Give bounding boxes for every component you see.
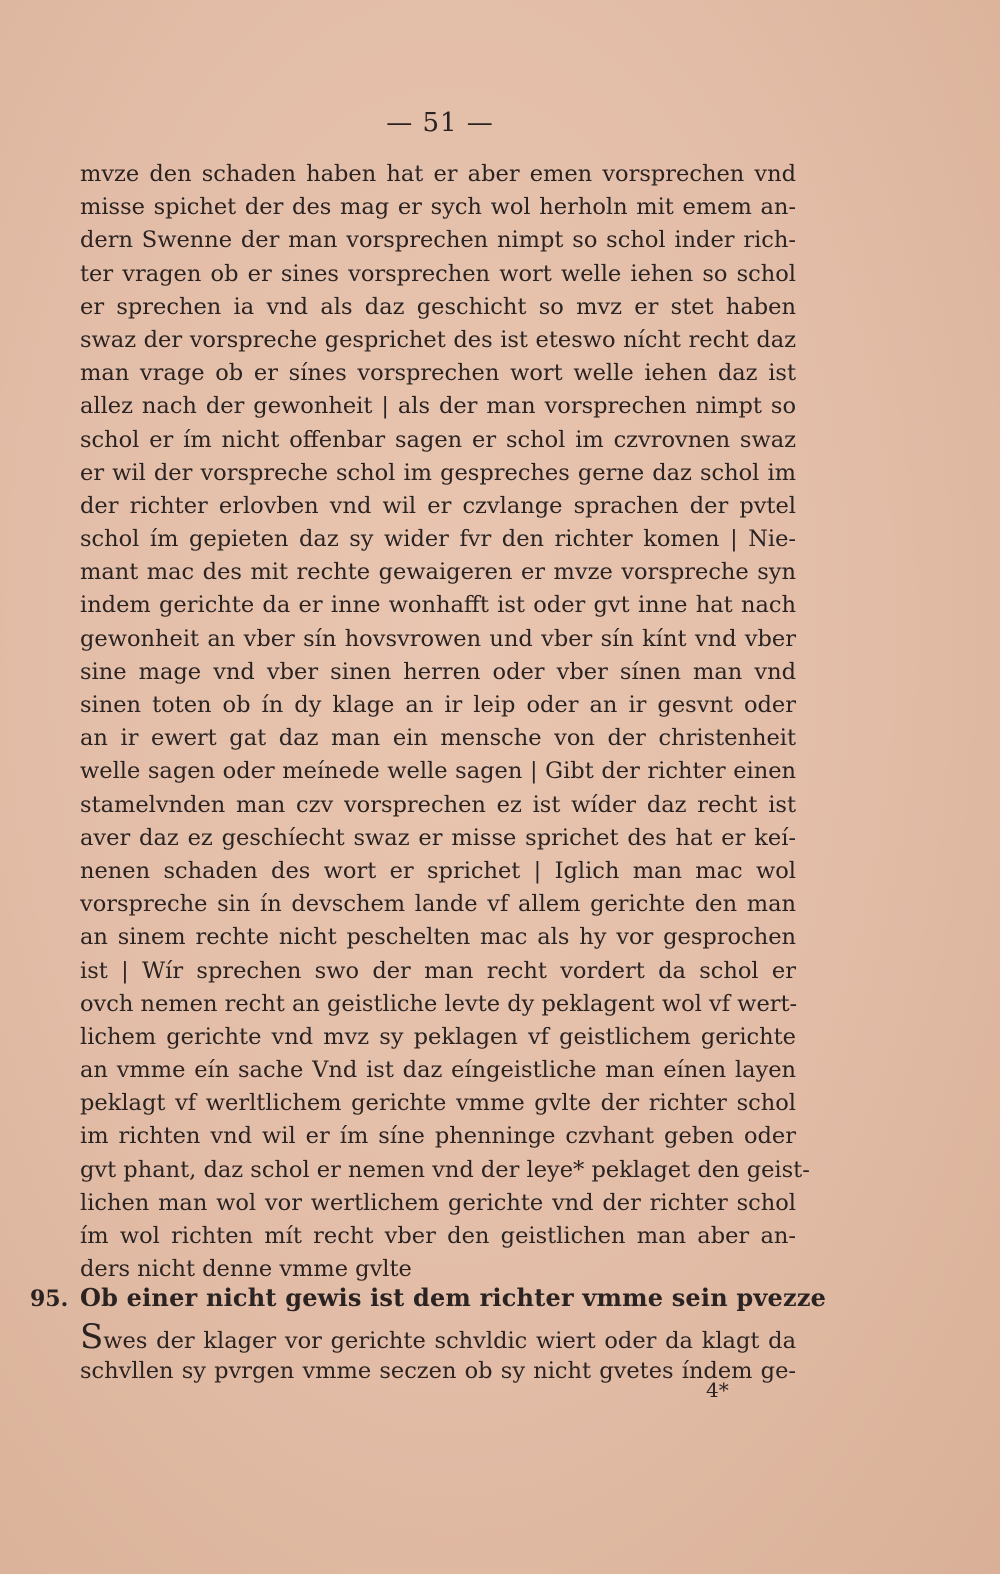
text-line: gewonheit an vber sín hovsvrowen und vber sín kínt vnd vber [80,625,796,652]
text-line: lichen man wol vor wertlichem gerichte vnd der richter schol [80,1189,796,1216]
section-title: Ob einer nicht gewis ist dem richter vmme sein pvezze [80,1283,827,1312]
page-number: — 51 — [386,108,494,138]
text-line: mant mac des mit rechte gewaigeren er mvze vorspreche syn [80,559,796,586]
text-line: sine mage vnd vber sinen herren oder vber sínen man vnd [80,658,796,685]
text-line: mvze den schaden haben hat er aber emen vorsprechen vnd [80,161,796,187]
text-line: man vrage ob er sínes vorsprechen wort welle iehen daz ist [80,360,796,387]
text-line: ist | Wír sprechen swo der man recht vordert da schol er [80,957,796,984]
text-line: peklagt vf werltlichem gerichte vmme gvlte der richter schol [80,1090,796,1117]
text-line: indem gerichte da er inne wonhafft ist oder gvt inne hat nach [80,592,796,619]
section-first-line-text: wes der klager vor gerichte schvldic wiert oder da klagt da [103,1328,796,1354]
text-line: er sprechen ia vnd als daz geschicht so mvz er stet haben [80,293,796,320]
text-line: ders nicht denne vmme gvlte [80,1256,412,1283]
text-line: ovch nemen recht an geistliche levte dy peklagent wol vf wert- [80,990,798,1017]
text-line: dern Swenne der man vorsprechen nimpt so schol inder rich- [80,227,796,254]
signature-mark: 4* [706,1378,729,1402]
text-line: schol ím gepieten daz sy wider fvr den richter komen | Nie- [80,526,796,553]
text-line: sinen toten ob ín dy klage an ir leip oder an ir gesvnt oder [80,692,796,718]
text-line: an sinem rechte nicht peschelten mac als hy vor gesprochen [80,924,796,951]
text-line: im richten vnd wil er ím síne phenninge czvhant geben oder [80,1123,796,1150]
text-line: vorspreche sin ín devschem lande vf allem gerichte den man [80,891,796,918]
text-line: ím wol richten mít recht vber den geistlichen man aber an- [80,1223,796,1249]
section-heading [30,1280,827,1316]
text-line: an vmme eín sache Vnd ist daz eíngeistliche man eínen layen [80,1057,796,1084]
text-line: nenen schaden des wort er sprichet | Iglich man mac wol [80,857,796,884]
text-line: allez nach der gewonheit | als der man vorsprechen nimpt so [80,393,796,420]
text-line: der richter erlovben vnd wil er czvlange sprachen der pvtel [80,492,796,519]
text-line: welle sagen oder meínede welle sagen | Gibt der richter einen [80,758,796,785]
text-line: misse spichet der des mag er sych wol herholn mit emem an- [80,194,796,221]
text-line: schol er ím nicht offenbar sagen er schol im czvrovnen swaz [80,426,796,453]
text-line: lichem gerichte vnd mvz sy peklagen vf geistlichem gerichte [80,1023,796,1050]
text-line: swaz der vorspreche gesprichet des ist eteswo nícht recht daz [80,326,796,353]
section-second-line: schvllen sy pvrgen vmme seczen ob sy nicht gvetes índem ge- [80,1358,796,1384]
body-text [80,158,810,1286]
text-line: an ir ewert gat daz man ein mensche von der christenheit [80,725,796,752]
section-number: 95. [30,1286,69,1312]
text-line: stamelvnden man czv vorsprechen ez ist wíder daz recht ist [80,791,796,818]
initial-letter: S [80,1317,104,1357]
text-line: er wil der vorspreche schol im gespreches gerne daz schol im [80,459,796,486]
text-line: aver daz ez geschíecht swaz er misse sprichet des hat er keí- [80,824,796,851]
text-line: gvt phant, daz schol er nemen vnd der leye* peklaget den geist- [80,1156,810,1183]
section-first-line [80,1317,796,1357]
section-body [80,1317,796,1388]
text-line: ter vragen ob er sines vorsprechen wort welle iehen so schol [80,260,796,287]
